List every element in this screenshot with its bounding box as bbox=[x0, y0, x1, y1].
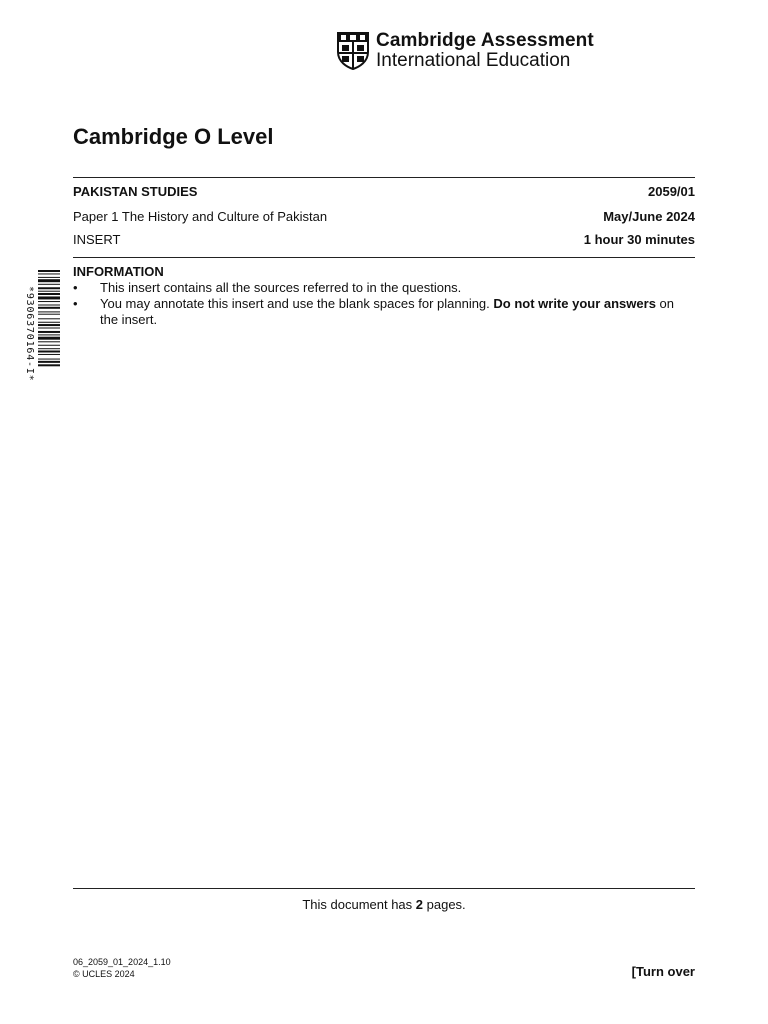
page-count-text-before: This document has bbox=[302, 897, 416, 912]
information-text-2-bold: Do not write your answers bbox=[493, 296, 656, 311]
barcode-label bbox=[23, 286, 37, 406]
footer-codes bbox=[73, 956, 171, 980]
bullet-icon: • bbox=[73, 280, 78, 295]
exam-duration: 1 hour 30 minutes bbox=[583, 232, 695, 247]
page-count-text-after: pages. bbox=[423, 897, 466, 912]
header-bottom-rule bbox=[73, 257, 695, 258]
information-heading: INFORMATION bbox=[73, 264, 164, 279]
subject-name: PAKISTAN STUDIES bbox=[73, 184, 198, 199]
barcode-number: *9306370164-I* bbox=[24, 286, 35, 382]
information-text-2a: You may annotate this insert and use the blank spaces for planning. bbox=[100, 296, 494, 311]
file-code: 06_2059_01_2024_1.10 bbox=[73, 957, 171, 967]
syllabus-code: 2059/01 bbox=[648, 184, 695, 199]
page-count-note bbox=[73, 897, 695, 912]
logo-line-2: International Education bbox=[376, 50, 571, 71]
header-row-paper bbox=[73, 209, 695, 224]
turn-over-note: [Turn over bbox=[631, 964, 695, 979]
cambridge-shield-icon bbox=[337, 32, 369, 70]
header-row-subject bbox=[73, 184, 695, 199]
copyright: © UCLES 2024 bbox=[73, 969, 135, 979]
bullet-icon: • bbox=[73, 296, 78, 311]
document-type: INSERT bbox=[73, 232, 121, 247]
page-title: Cambridge O Level bbox=[73, 124, 274, 149]
footer-rule bbox=[73, 888, 695, 889]
information-text-1: This insert contains all the sources referred to in the questions. bbox=[100, 280, 462, 295]
information-list bbox=[73, 280, 695, 328]
page-count: 2 bbox=[415, 897, 424, 912]
header-row-type bbox=[73, 232, 695, 247]
barcode-icon bbox=[38, 270, 60, 403]
header-top-rule bbox=[73, 177, 695, 178]
cambridge-logo bbox=[337, 30, 594, 72]
exam-session: May/June 2024 bbox=[603, 209, 695, 224]
information-item bbox=[73, 296, 695, 328]
information-text-2b: on the insert. bbox=[100, 296, 675, 327]
paper-title: Paper 1 The History and Culture of Pakistan bbox=[73, 209, 328, 224]
information-item bbox=[73, 280, 695, 296]
logo-line-1: Cambridge Assessment bbox=[376, 30, 594, 51]
